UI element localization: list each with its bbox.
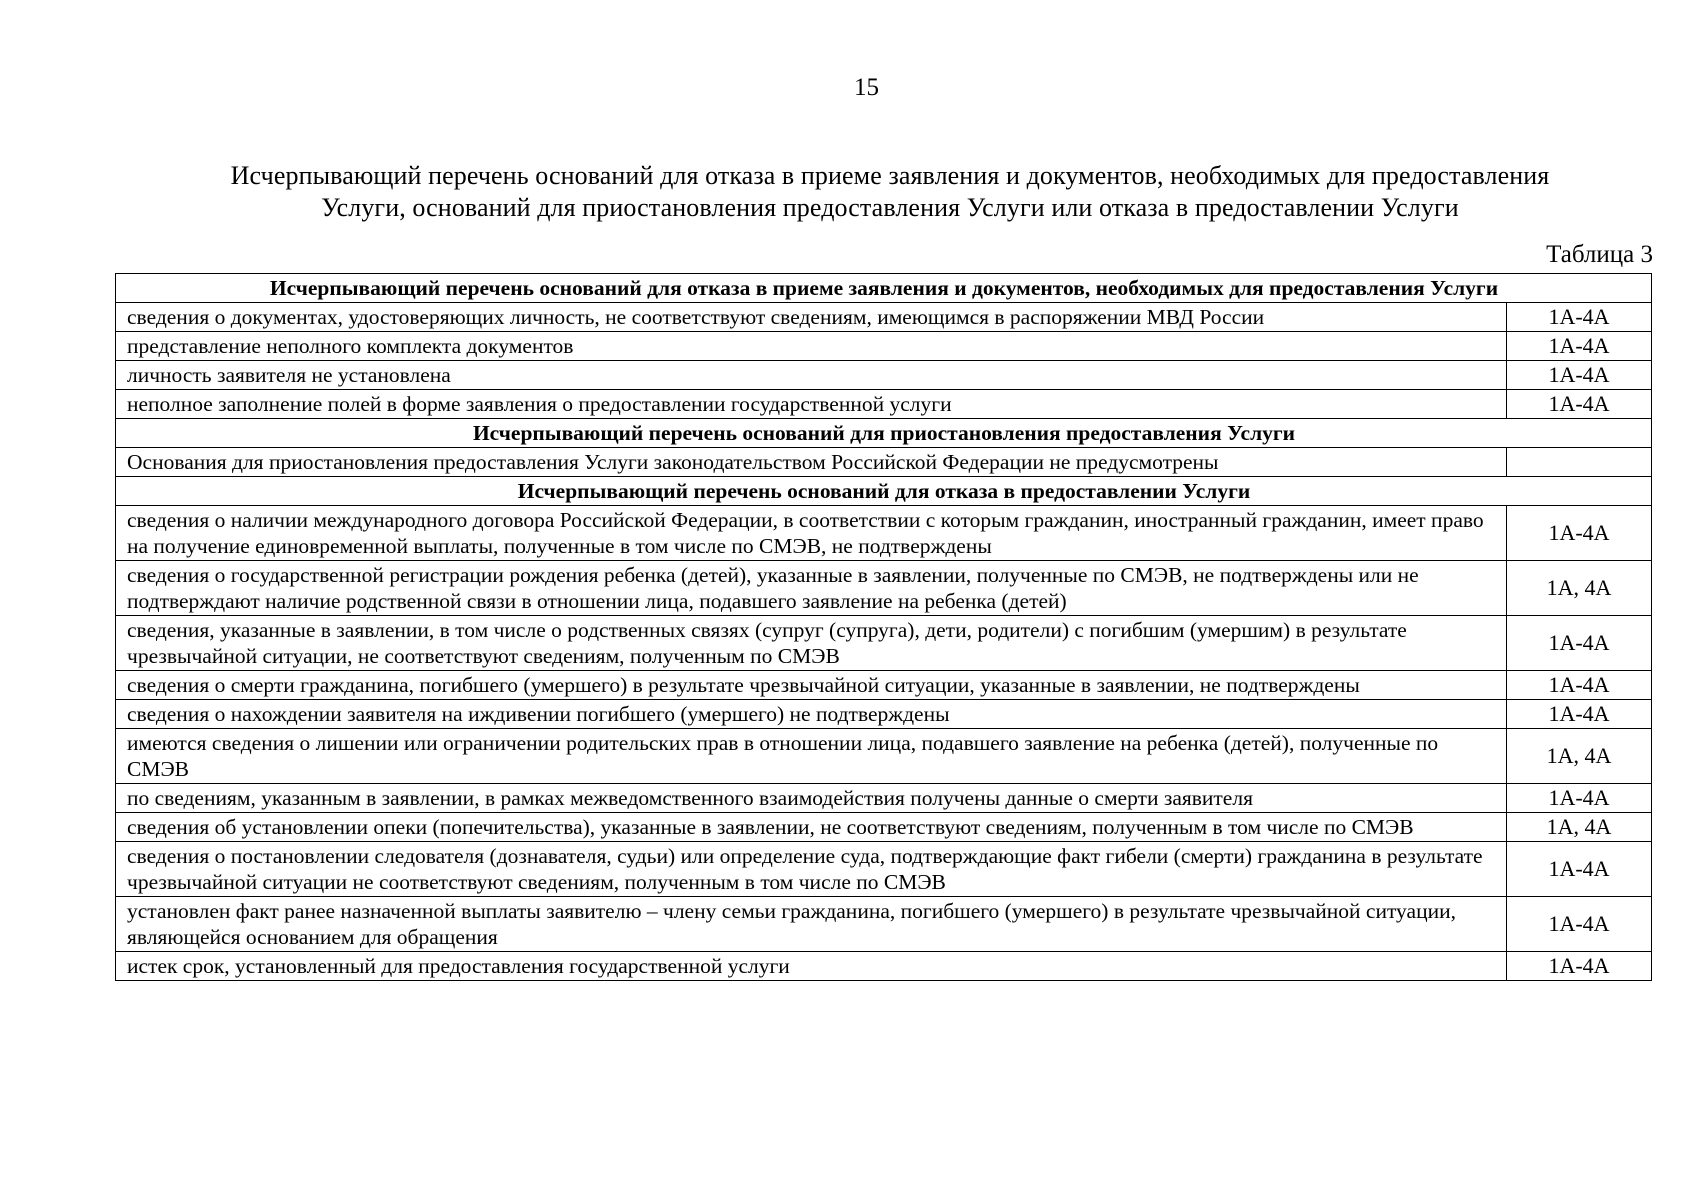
ground-text-cell: истек срок, установленный для предоставления государственной услуги	[116, 952, 1507, 981]
ground-text-cell: сведения, указанные в заявлении, в том числе о родственных связях (супруг (супруга), дети, родители) с погибшим (умершим) в результате чрезвычайной ситуации, не соответствуют сведениям, полученным по СМЭВ	[116, 616, 1507, 671]
ground-text-cell: сведения о государственной регистрации рождения ребенка (детей), указанные в заявлении, полученные по СМЭВ, не подтверждены или не подтверждают наличие родственной связи в отношении лица, подавшего заявление на ребенка (детей)	[116, 561, 1507, 616]
section-heading-row	[116, 419, 1652, 448]
table-row	[116, 332, 1652, 361]
ground-text-cell: неполное заполнение полей в форме заявления о предоставлении государственной услуги	[116, 390, 1507, 419]
section-heading: Исчерпывающий перечень оснований для отказа в предоставлении Услуги	[116, 477, 1652, 506]
table-row	[116, 729, 1652, 784]
grounds-table	[115, 273, 1652, 981]
section-heading-row	[116, 477, 1652, 506]
ground-text-cell: сведения о документах, удостоверяющих личность, не соответствуют сведениям, имеющимся в распоряжении МВД России	[116, 303, 1507, 332]
table-row	[116, 390, 1652, 419]
table-row	[116, 448, 1652, 477]
table-row	[116, 361, 1652, 390]
ground-text-cell: по сведениям, указанным в заявлении, в рамках межведомственного взаимодействия получены данные о смерти заявителя	[116, 784, 1507, 813]
applicability-code-cell: 1А-4А	[1507, 700, 1652, 729]
table-row	[116, 842, 1652, 897]
ground-text-cell: сведения о наличии международного договора Российской Федерации, в соответствии с которым гражданин, иностранный гражданин, имеет право на получение единовременной выплаты, полученные в том числе по СМЭВ, не подтверждены	[116, 506, 1507, 561]
table-row	[116, 813, 1652, 842]
ground-text-cell: имеются сведения о лишении или ограничении родительских прав в отношении лица, подавшего заявление на ребенка (детей), полученные по СМЭВ	[116, 729, 1507, 784]
ground-text-cell: Основания для приостановления предоставления Услуги законодательством Российской Федерации не предусмотрены	[116, 448, 1507, 477]
section-heading: Исчерпывающий перечень оснований для отказа в приеме заявления и документов, необходимых для предоставления Услуги	[116, 274, 1652, 303]
applicability-code-cell: 1А-4А	[1507, 616, 1652, 671]
applicability-code-cell: 1А-4А	[1507, 952, 1652, 981]
ground-text-cell: сведения об установлении опеки (попечительства), указанные в заявлении, не соответствуют сведениям, полученным в том числе по СМЭВ	[116, 813, 1507, 842]
applicability-code-cell: 1А-4А	[1507, 390, 1652, 419]
applicability-code-cell	[1507, 448, 1652, 477]
table-row	[116, 671, 1652, 700]
applicability-code-cell: 1А-4А	[1507, 361, 1652, 390]
page-number: 15	[854, 74, 879, 101]
table-row	[116, 700, 1652, 729]
applicability-code-cell: 1А, 4А	[1507, 813, 1652, 842]
table-row	[116, 952, 1652, 981]
section-heading: Исчерпывающий перечень оснований для приостановления предоставления Услуги	[116, 419, 1652, 448]
ground-text-cell: сведения о смерти гражданина, погибшего (умершего) в результате чрезвычайной ситуации, указанные в заявлении, не подтверждены	[116, 671, 1507, 700]
applicability-code-cell: 1А-4А	[1507, 784, 1652, 813]
applicability-code-cell: 1А-4А	[1507, 332, 1652, 361]
table-row	[116, 506, 1652, 561]
applicability-code-cell: 1А-4А	[1507, 671, 1652, 700]
applicability-code-cell: 1А, 4А	[1507, 561, 1652, 616]
document-title-line-1: Исчерпывающий перечень оснований для отказа в приеме заявления и документов, необходимых для предоставления	[230, 161, 1550, 190]
document-title-line-2: Услуги, оснований для приостановления предоставления Услуги или отказа в предоставлении Услуги	[321, 193, 1459, 222]
table-caption: Таблица 3	[1546, 241, 1653, 268]
table-row	[116, 303, 1652, 332]
applicability-code-cell: 1А-4А	[1507, 842, 1652, 897]
ground-text-cell: установлен факт ранее назначенной выплаты заявителю – члену семьи гражданина, погибшего (умершего) в результате чрезвычайной ситуации, являющейся основанием для обращения	[116, 897, 1507, 952]
table-row	[116, 897, 1652, 952]
applicability-code-cell: 1А-4А	[1507, 303, 1652, 332]
ground-text-cell: сведения о постановлении следователя (дознавателя, судьи) или определение суда, подтверждающие факт гибели (смерти) гражданина в результате чрезвычайной ситуации не соответствуют сведениям, полученным в том числе по СМЭВ	[116, 842, 1507, 897]
table-row	[116, 616, 1652, 671]
ground-text-cell: личность заявителя не установлена	[116, 361, 1507, 390]
grounds-table-body	[116, 274, 1652, 981]
table-row	[116, 784, 1652, 813]
ground-text-cell: сведения о нахождении заявителя на иждивении погибшего (умершего) не подтверждены	[116, 700, 1507, 729]
ground-text-cell: представление неполного комплекта документов	[116, 332, 1507, 361]
applicability-code-cell: 1А, 4А	[1507, 729, 1652, 784]
section-heading-row	[116, 274, 1652, 303]
applicability-code-cell: 1А-4А	[1507, 506, 1652, 561]
applicability-code-cell: 1А-4А	[1507, 897, 1652, 952]
table-row	[116, 561, 1652, 616]
document-title	[120, 160, 1660, 224]
